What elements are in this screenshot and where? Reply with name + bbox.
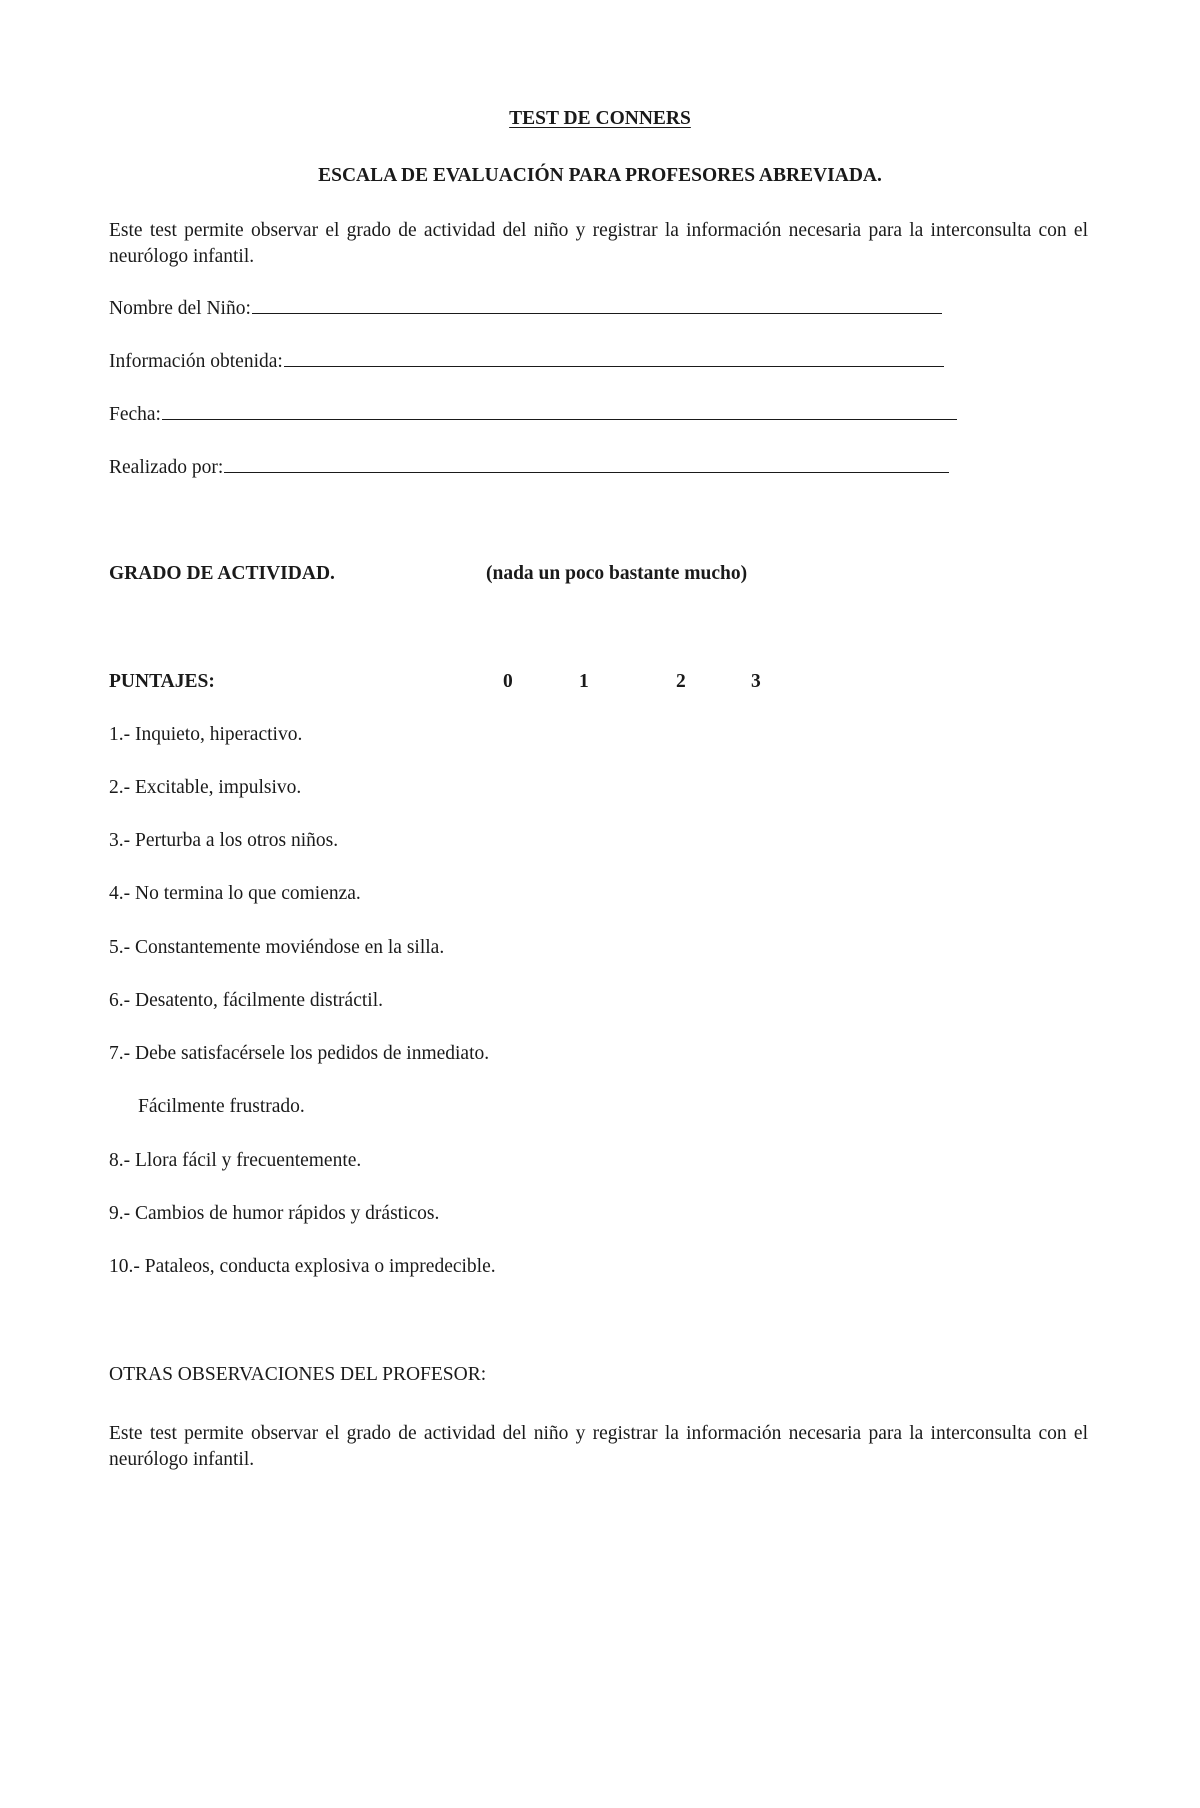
document-title: TEST DE CONNERS — [509, 108, 691, 129]
puntajes-label: PUNTAJES: — [109, 671, 215, 692]
list-item-continuation: Fácilmente frustrado. — [138, 1096, 305, 1117]
field-nombre-input[interactable] — [252, 295, 942, 314]
score-1: 1 — [579, 671, 589, 692]
field-fecha-input[interactable] — [162, 401, 957, 420]
document-subtitle: ESCALA DE EVALUACIÓN PARA PROFESORES ABREVIADA. — [318, 165, 882, 186]
list-item: 10.- Pataleos, conducta explosiva o impredecible. — [109, 1256, 496, 1277]
field-informacion-input[interactable] — [284, 348, 944, 367]
grado-scale: (nada un poco bastante mucho) — [486, 563, 748, 584]
score-2: 2 — [676, 671, 686, 692]
field-realizado-label: Realizado por: — [109, 457, 224, 478]
list-item: 7.- Debe satisfacérsele los pedidos de inmediato. — [109, 1043, 490, 1064]
score-0: 0 — [503, 671, 513, 692]
field-informacion — [109, 348, 944, 373]
list-item: 6.- Desatento, fácilmente distráctil. — [109, 990, 383, 1011]
field-fecha — [109, 401, 957, 426]
list-item: 9.- Cambios de humor rápidos y drásticos. — [109, 1203, 440, 1224]
list-item: 1.- Inquieto, hiperactivo. — [109, 724, 303, 745]
list-item: 4.- No termina lo que comienza. — [109, 883, 361, 904]
list-item: 3.- Perturba a los otros niños. — [109, 830, 339, 851]
list-item: 5.- Constantemente moviéndose en la silla. — [109, 937, 445, 958]
intro-paragraph: Este test permite observar el grado de actividad del niño y registrar la información necesaria para la interconsulta con el neurólogo infantil. — [109, 220, 1088, 267]
list-item: 2.- Excitable, impulsivo. — [109, 777, 302, 798]
grado-label: GRADO DE ACTIVIDAD. — [109, 563, 335, 584]
score-3: 3 — [751, 671, 761, 692]
field-nombre — [109, 295, 942, 320]
field-nombre-label: Nombre del Niño: — [109, 298, 251, 319]
list-item: 8.- Llora fácil y frecuentemente. — [109, 1150, 362, 1171]
field-fecha-label: Fecha: — [109, 404, 161, 425]
field-realizado — [109, 454, 949, 479]
observaciones-heading: OTRAS OBSERVACIONES DEL PROFESOR: — [109, 1364, 487, 1385]
field-informacion-label: Información obtenida: — [109, 351, 283, 372]
field-realizado-input[interactable] — [224, 454, 949, 473]
closing-paragraph: Este test permite observar el grado de actividad del niño y registrar la información necesaria para la interconsulta con el neurólogo infantil. — [109, 1423, 1088, 1470]
